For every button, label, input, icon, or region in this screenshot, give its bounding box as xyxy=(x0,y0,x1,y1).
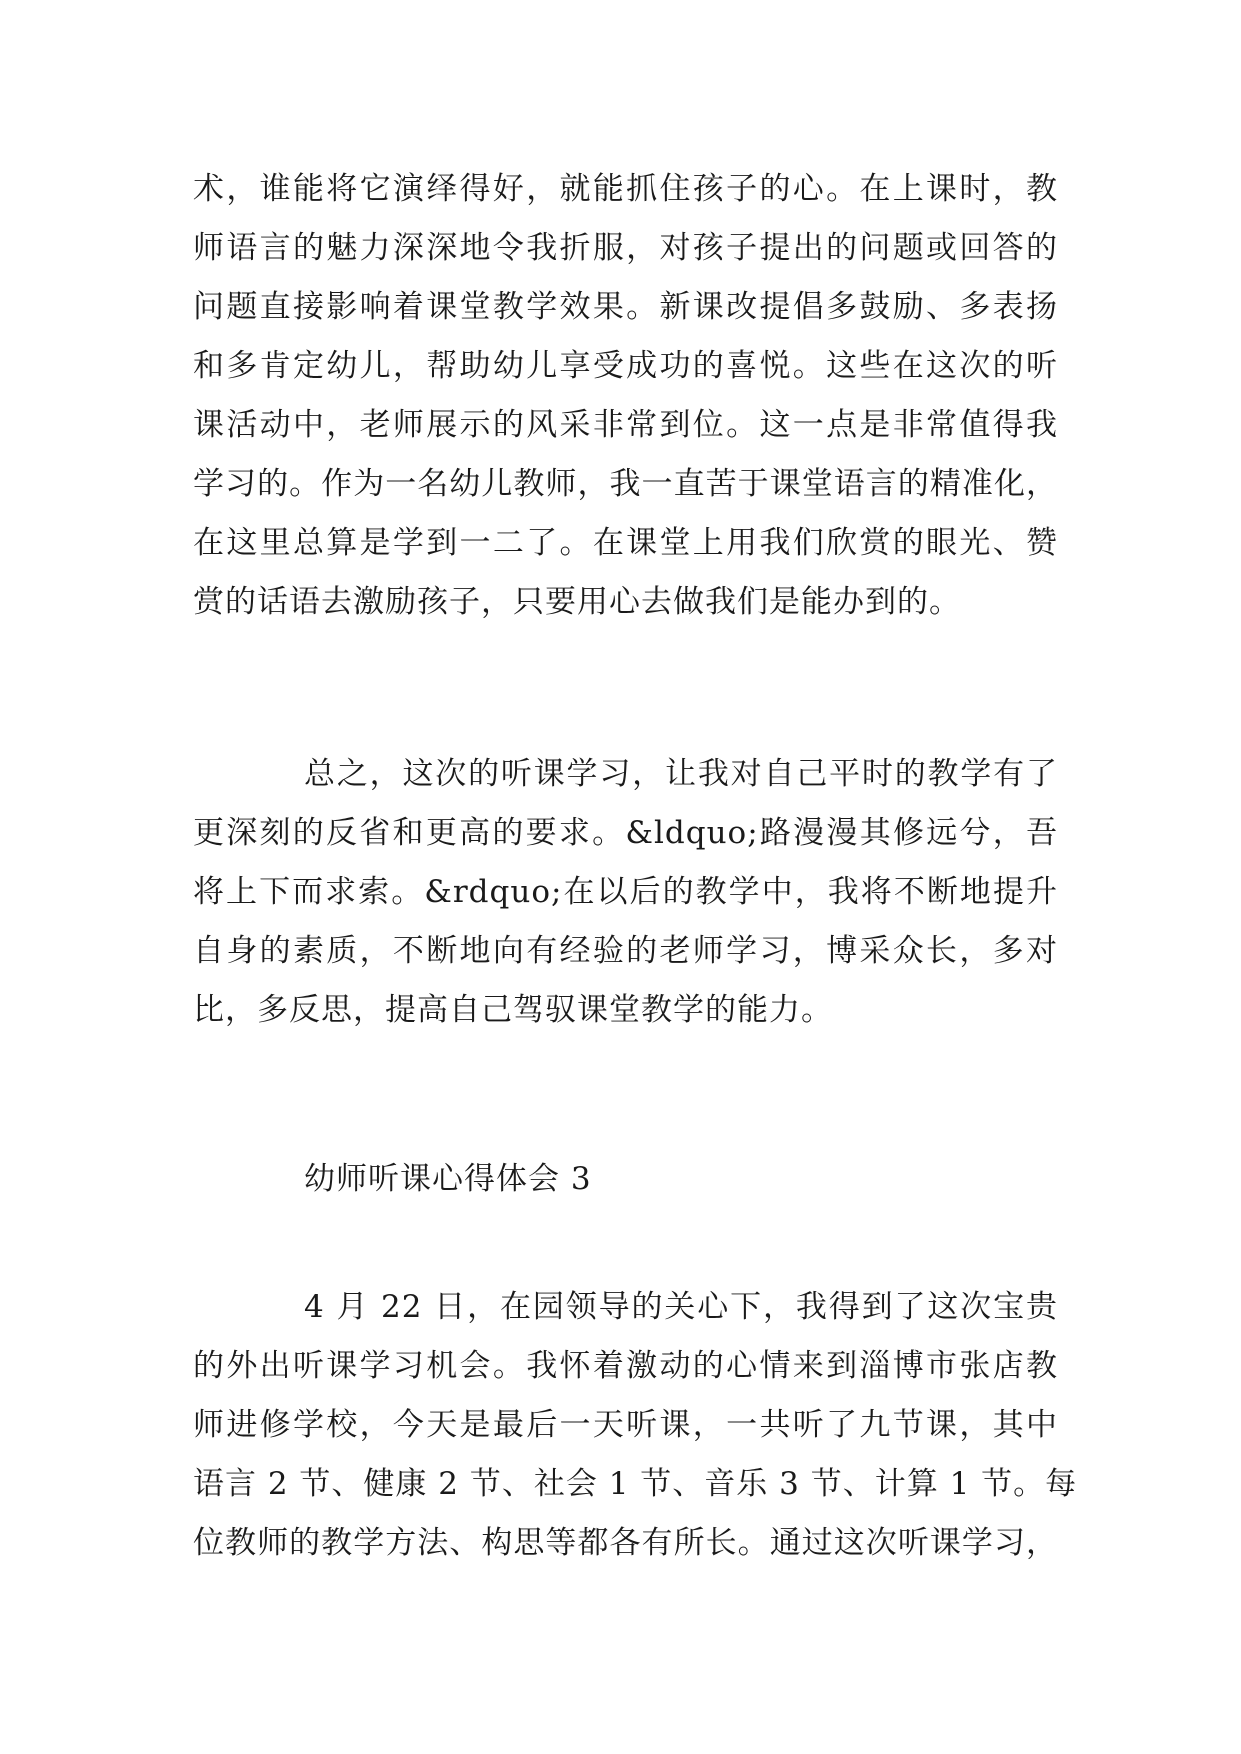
text-line: 问题直接影响着课堂教学效果。新课改提倡多鼓励、多表扬 xyxy=(193,289,1058,325)
text-line: 语言 2 节、健康 2 节、社会 1 节、音乐 3 节、计算 1 节。每 xyxy=(193,1466,1078,1502)
text-line: 的外出听课学习机会。我怀着激动的心情来到淄博市张店教 xyxy=(193,1348,1058,1384)
text-line: 将上下而求索。&rdquo;在以后的教学中，我将不断地提升 xyxy=(193,874,1058,910)
text-line: 4 月 22 日，在园领导的关心下，我得到了这次宝贵 xyxy=(304,1289,1058,1325)
text-line: 比，多反思，提高自己驾驭课堂教学的能力。 xyxy=(193,992,833,1028)
paragraph-3 xyxy=(193,1278,1078,1573)
paragraph-2 xyxy=(193,745,1058,1040)
text-line: 位教师的教学方法、构思等都各有所长。通过这次听课学习， xyxy=(193,1525,1058,1561)
text-line: 师语言的魅力深深地令我折服，对孩子提出的问题或回答的 xyxy=(193,230,1058,266)
text-line: 更深刻的反省和更高的要求。&ldquo;路漫漫其修远兮，吾 xyxy=(193,815,1058,851)
paragraph-1 xyxy=(193,160,1058,632)
text-line: 总之，这次的听课学习，让我对自己平时的教学有了 xyxy=(304,756,1058,792)
text-line: 课活动中，老师展示的风采非常到位。这一点是非常值得我 xyxy=(193,407,1058,443)
text-line: 和多肯定幼儿，帮助幼儿享受成功的喜悦。这些在这次的听 xyxy=(193,348,1058,384)
text-line: 自身的素质，不断地向有经验的老师学习，博采众长，多对 xyxy=(193,933,1058,969)
text-line: 赏的话语去激励孩子，只要用心去做我们是能办到的。 xyxy=(193,584,961,620)
text-line: 术，谁能将它演绎得好，就能抓住孩子的心。在上课时，教 xyxy=(193,171,1058,207)
text-line: 师进修学校，今天是最后一天听课，一共听了九节课，其中 xyxy=(193,1407,1058,1443)
heading-text: 幼师听课心得体会 3 xyxy=(304,1161,592,1197)
text-line: 在这里总算是学到一二了。在课堂上用我们欣赏的眼光、赞 xyxy=(193,525,1058,561)
section-heading xyxy=(193,1150,1058,1209)
text-line: 学习的。作为一名幼儿教师，我一直苦于课堂语言的精准化， xyxy=(193,466,1058,502)
